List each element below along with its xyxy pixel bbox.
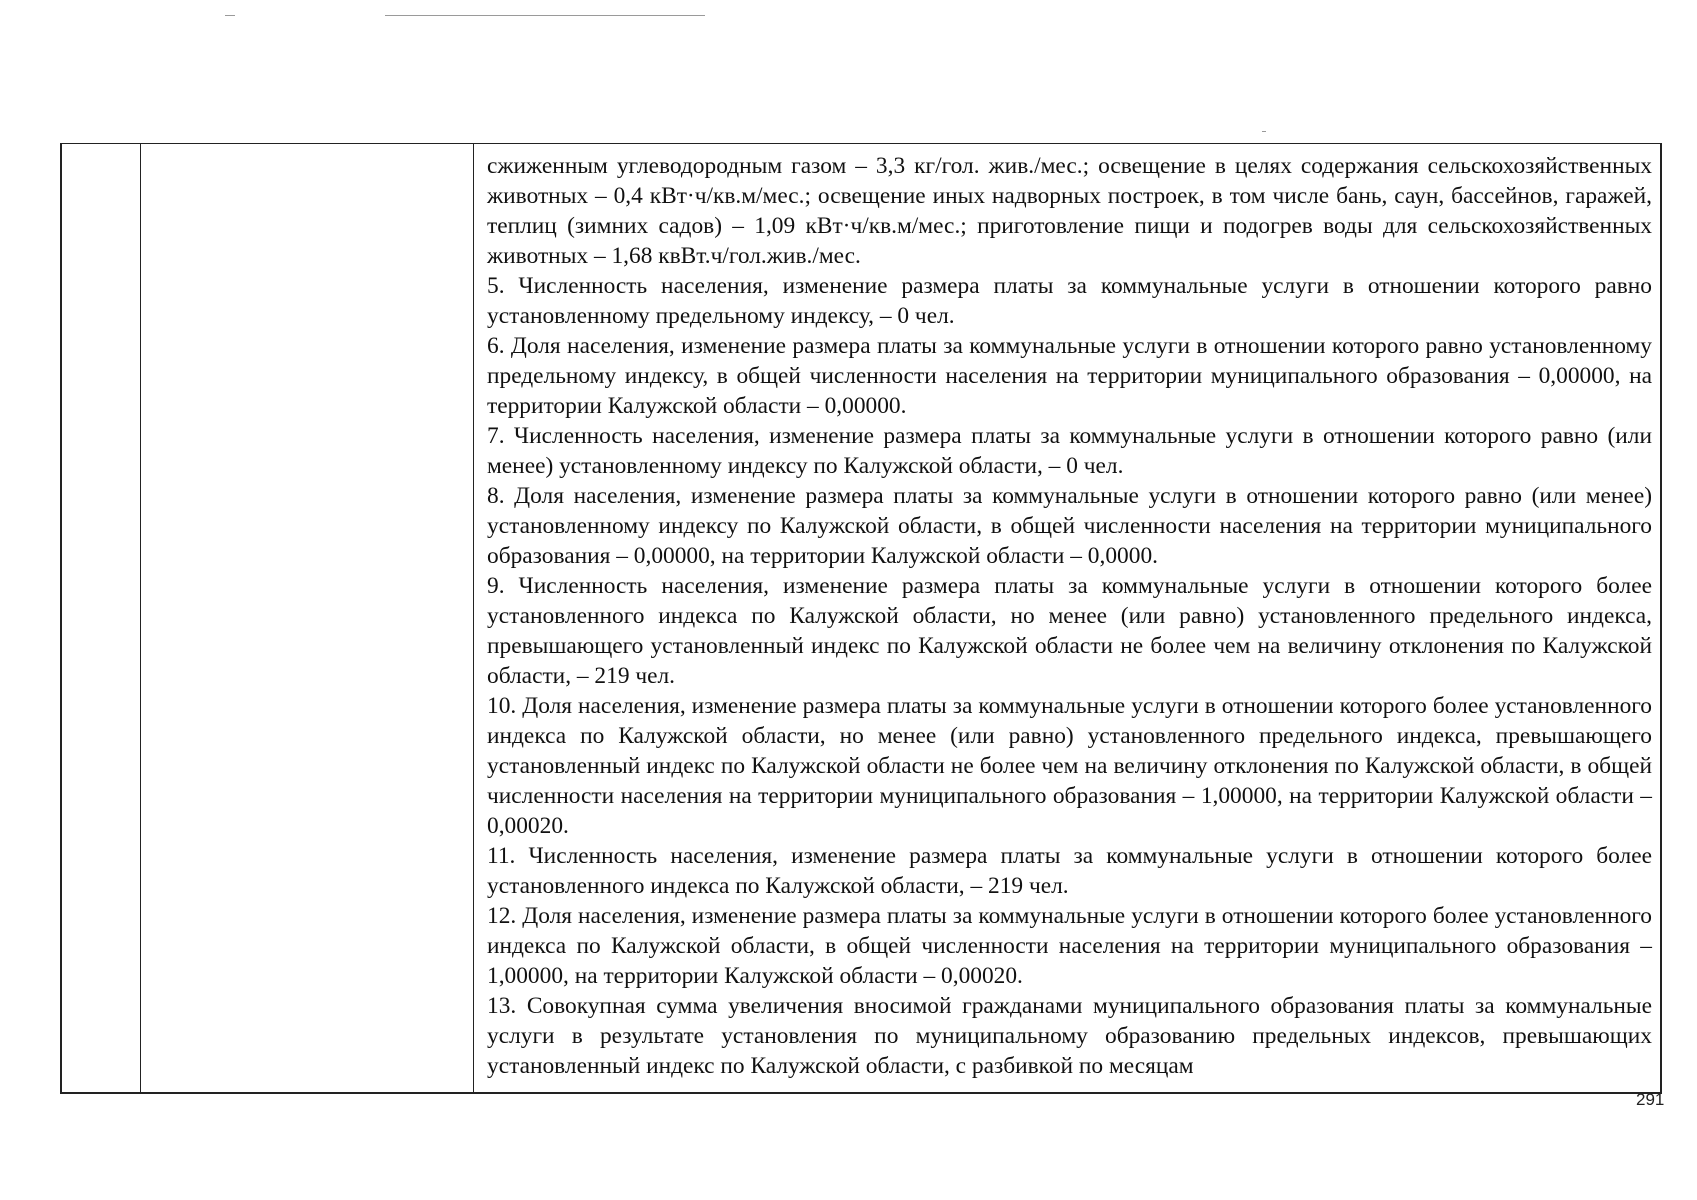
page-number: 291 — [1636, 1090, 1665, 1109]
table-cell-content — [475, 144, 1660, 1092]
paragraph-item-11: 11. Численность населения, изменение размера платы за коммунальные услуги в отношении которого более установленного индекса по Калужской области, – 219 чел. — [487, 843, 1652, 899]
paragraph-item-7: 7. Численность населения, изменение размера платы за коммунальные услуги в отношении которого равно (или менее) установленному индексу по Калужской области, – 0 чел. — [487, 423, 1652, 479]
paragraph-item-6: 6. Доля населения, изменение размера платы за коммунальные услуги в отношении которого равно установленному предельному индексу, в общей численности населения на территории муниципального образования – 0,00000, на территории Калужской области – 0,00000. — [487, 333, 1652, 419]
paragraph-item-5: 5. Численность населения, изменение размера платы за коммунальные услуги в отношении которого равно установленному предельному индексу, – 0 чел. — [487, 273, 1652, 329]
paragraph-item-12: 12. Доля населения, изменение размера платы за коммунальные услуги в отношении которого более установленного индекса по Калужской области, в общей численности населения на территории муниципального образования – 1,00000, на территории Калужской области – 0,00020. — [487, 903, 1652, 989]
scan-artifact-line — [225, 15, 235, 16]
paragraph-item-13: 13. Совокупная сумма увеличения вносимой гражданами муниципального образования платы за коммунальные услуги в результате установления по муниципальному образованию предельных индексов, превышающих установленный индекс по Калужской области, с разбивкой по месяцам — [487, 993, 1652, 1079]
document-table — [60, 143, 1662, 1094]
paragraph-item-9: 9. Численность населения, изменение размера платы за коммунальные услуги в отношении которого более установленного индекса по Калужской области, но менее (или равно) установленного предельного индекса, превышающего установленный индекс по Калужской области не более чем на величину отклонения по Калужской области, – 219 чел. — [487, 573, 1652, 689]
paragraph-item-10: 10. Доля населения, изменение размера платы за коммунальные услуги в отношении которого более установленного индекса по Калужской области, но менее (или равно) установленного предельного индекса, превышающего установленный индекс по Калужской области не более чем на величину отклонения по Калужской области, в общей численности населения на территории муниципального образования – 1,00000, на территории Калужской области – 0,00020. — [487, 693, 1652, 839]
paragraph-item-8: 8. Доля населения, изменение размера платы за коммунальные услуги в отношении которого равно (или менее) установленному индексу по Калужской области, в общей численности населения на территории муниципального образования – 0,00000, на территории Калужской области – 0,0000. — [487, 483, 1652, 569]
scan-artifact-line — [385, 15, 705, 16]
paragraph-continuation: сжиженным углеводородным газом – 3,3 кг/гол. жив./мес.; освещение в целях содержания сельскохозяйственных животных – 0,4 кВт·ч/кв.м/мес.; освещение иных надворных построек, в том числе бань, саун, бассейнов, гаражей, теплиц (зимних садов) – 1,09 кВт·ч/кв.м/мес.; приготовление пищи и подогрев воды для сельскохозяйственных животных – 1,68 квВт.ч/гол.жив./мес. — [487, 153, 1652, 269]
table-cell-number — [62, 144, 141, 1092]
table-cell-name — [141, 144, 474, 1092]
scan-artifact-dot — [1262, 131, 1266, 132]
